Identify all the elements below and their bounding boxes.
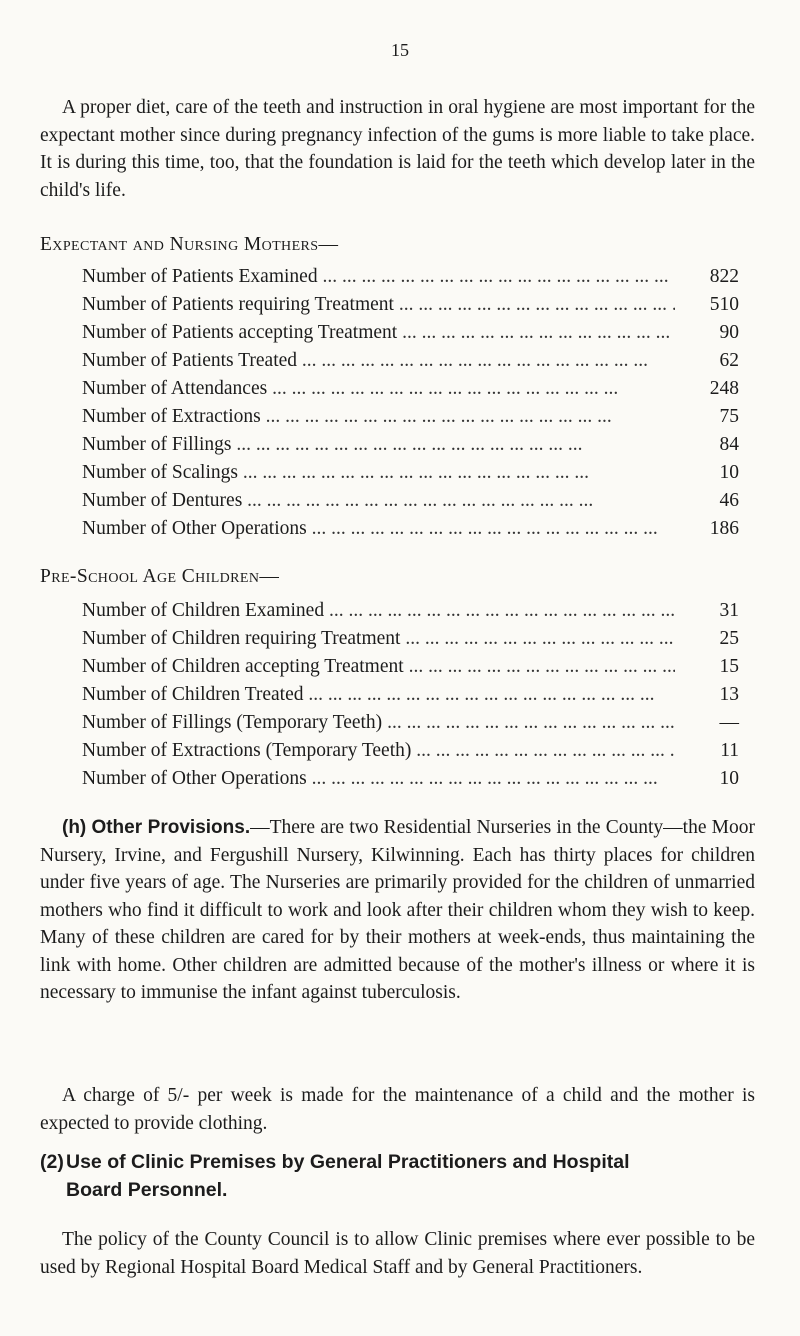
row-label: Number of Fillings ... . [82,434,675,456]
table-row [82,490,739,518]
row-label: Number of Other Operations ... . [82,518,675,540]
row-label: Number of Children Treated ... . [82,684,675,706]
charge-paragraph: A charge of 5/- per week is made for the maintenance of a child and the mother is expected to provide clothing. [40,1085,755,1134]
row-label: Number of Patients Treated ... . [82,350,675,372]
table-row [82,768,739,796]
table-row [82,518,739,546]
row-value: 186 [675,518,739,540]
row-value: 10 [675,462,739,484]
table-row [82,378,739,406]
expectant-mothers-table [82,266,739,546]
row-label: Number of Patients Examined ... . [82,266,675,288]
table-row [82,684,739,712]
row-label: Number of Fillings (Temporary Teeth) ... . [82,712,675,734]
row-value: 46 [675,490,739,512]
row-value: 62 [675,350,739,372]
table-row [82,462,739,490]
row-label: Number of Attendances ... . [82,378,675,400]
other-provisions-paragraph [40,814,755,1007]
row-value: 15 [675,656,739,678]
table-row [82,350,739,378]
row-value: 11 [675,740,739,762]
row-label: Number of Children Examined ... . [82,600,675,622]
preschool-table [82,600,739,796]
other-provisions-title: Other Provisions. [91,817,251,838]
table-row [82,294,739,322]
table-row [82,740,739,768]
table-row [82,712,739,740]
row-value: — [675,712,739,734]
row-value: 31 [675,600,739,622]
table-row [82,656,739,684]
row-value: 84 [675,434,739,456]
row-label: Number of Extractions ... . [82,406,675,428]
table-row [82,406,739,434]
row-label: Number of Patients requiring Treatment ... . [82,294,675,316]
row-label: Number of Children accepting Treatment ... . [82,656,675,678]
clinic-heading-line2: Board Personnel. [66,1179,228,1201]
intro-paragraph: A proper diet, care of the teeth and instruction in oral hygiene are most important for the expectant mother since during pregnancy infection of the gums is more liable to take place. It is during this time, too, that the foundation is laid for the teeth which develop later in the child's life. [40,97,755,201]
row-value: 510 [675,294,739,316]
clinic-premises-heading [40,1148,755,1204]
expectant-mothers-heading: Expectant and Nursing Mothers— [40,234,339,255]
row-value: 75 [675,406,739,428]
preschool-heading: Pre-School Age Children— [40,566,280,587]
row-label: Number of Scalings ... . [82,462,675,484]
clinic-heading-line1: Use of Clinic Premises by General Practitioners and Hospital [66,1151,630,1173]
policy-paragraph: The policy of the County Council is to allow Clinic premises where ever possible to be used by Regional Hospital Board Medical Staff and by General Practitioners. [40,1229,755,1278]
page-number: 15 [391,40,409,60]
row-value: 90 [675,322,739,344]
row-value: 248 [675,378,739,400]
row-value: 25 [675,628,739,650]
table-row [82,266,739,294]
row-value: 822 [675,266,739,288]
other-provisions-text: —There are two Residential Nurseries in the County—the Moor Nursery, Irvine, and Fergushill Nursery, Kilwinning. Each has thirty places for children under five years of age. The Nurseries are primarily provided for the children of unmarried mothers who find it difficult to work and look after their children whom they wish to keep. Many of these children are cared for by their mothers at week-ends, thus maintaining the link with home. Other children are admitted because of the mother's illness or where it is necessary to immunise the infant against tuberculosis. [40,817,756,1003]
table-row [82,600,739,628]
row-label: Number of Dentures ... . [82,490,675,512]
table-row [82,322,739,350]
row-value: 10 [675,768,739,790]
row-label: Number of Other Operations ... . [82,768,675,790]
row-label: Number of Patients accepting Treatment ... . [82,322,675,344]
table-row [82,628,739,656]
section-marker: (2) [40,1151,64,1173]
table-row [82,434,739,462]
section-marker: (h) [62,817,87,838]
row-label: Number of Children requiring Treatment ... . [82,628,675,650]
row-value: 13 [675,684,739,706]
row-label: Number of Extractions (Temporary Teeth) ... . [82,740,675,762]
